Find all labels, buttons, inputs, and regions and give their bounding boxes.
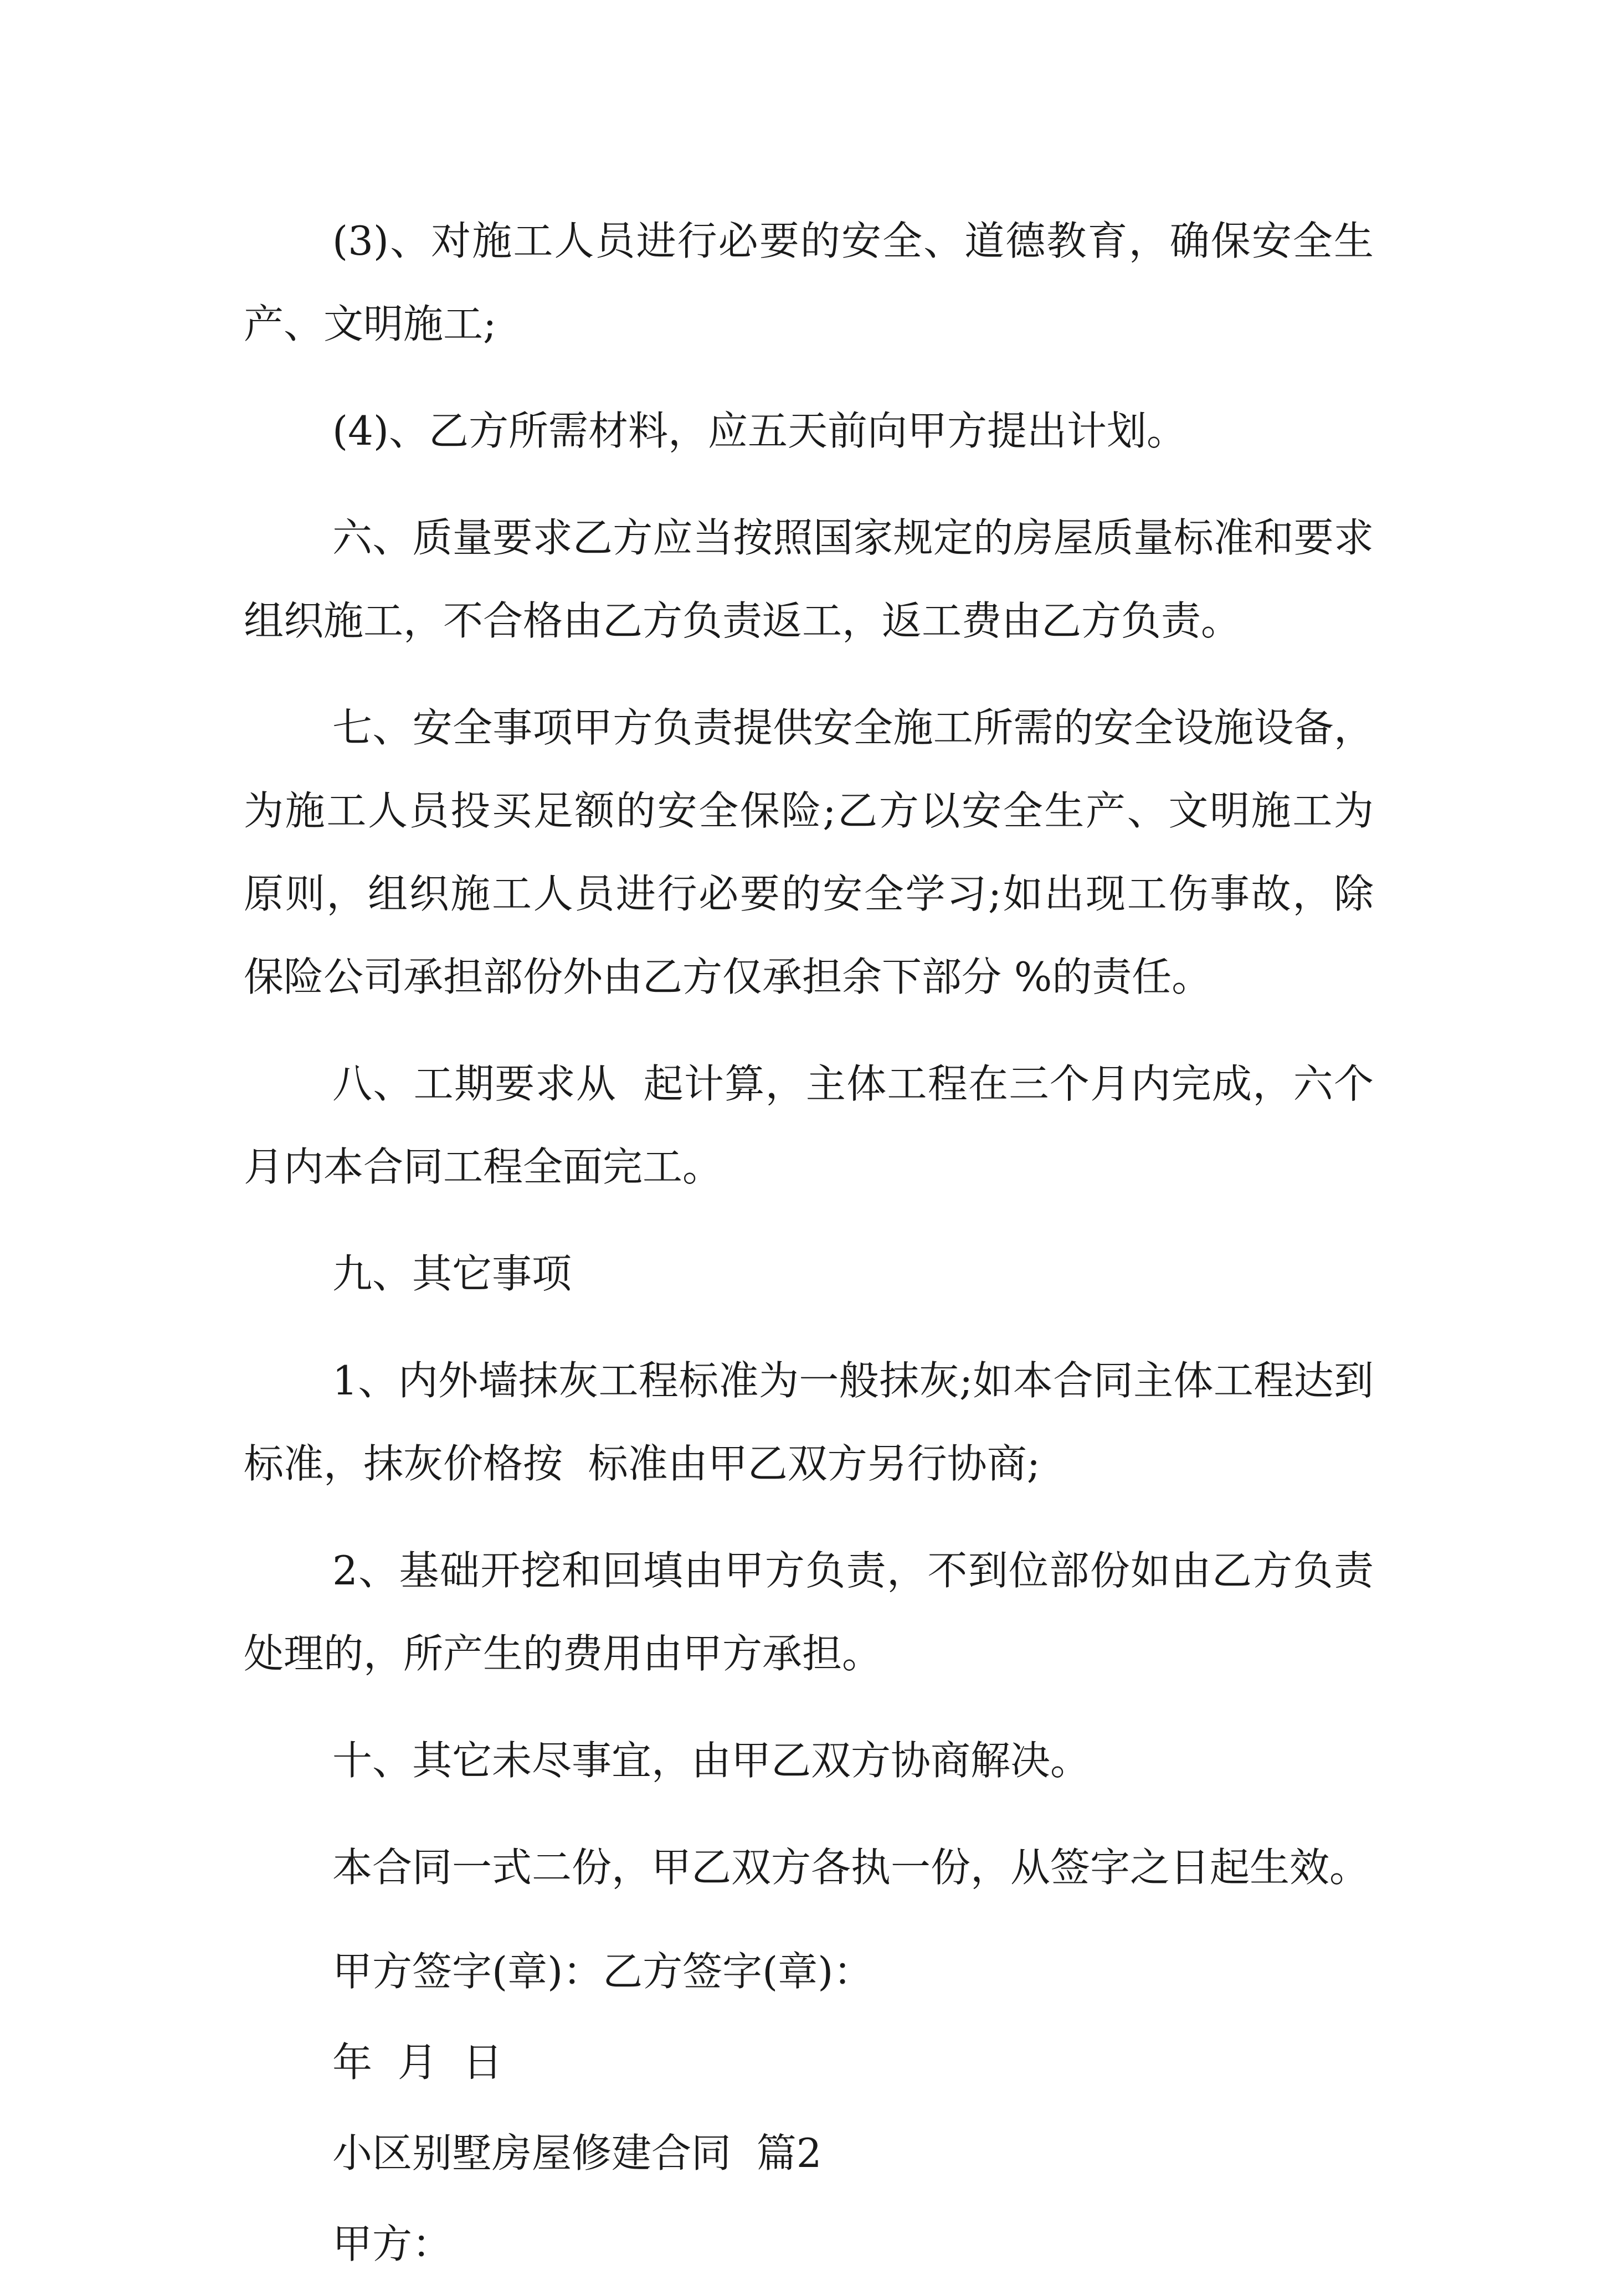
clause-paragraph: 2、基础开挖和回填由甲方负责，不到位部份如由乙方负责处理的，所产生的费用由甲方承担。: [244, 1547, 1374, 1677]
clause-safety: 七、安全事项甲方负责提供安全施工所需的安全设施设备，为施工人员投买足额的安全保险;乙方以安全生产、文明施工为原则，组织施工人员进行必要的安全学习;如出现工伤事故，除保险公司承担部份外由乙方仅承担余下部分 %的责任。: [244, 704, 1374, 1000]
copies-statement: 本合同一式二份，甲乙双方各执一份，从签字之日起生效。: [332, 1844, 1370, 1891]
date-line: 年 月 日: [332, 2039, 503, 2086]
clause-other-heading: 九、其它事项: [332, 1250, 572, 1297]
clause-paragraph: 1、内外墙抹灰工程标准为一般抹灰;如本合同主体工程达到 标准，抹灰价格按 标准由甲乙双方另行协商;: [244, 1357, 1399, 1487]
signature-line: 甲方签字(章)：乙方签字(章)：: [332, 1948, 874, 1995]
clause-schedule: 八、工期要求从 起计算，主体工程在三个月内完成，六个月内本合同工程全面完工。: [244, 1061, 1374, 1190]
clause-quality: 六、质量要求乙方应当按照国家规定的房屋质量标准和要求组织施工，不合格由乙方负责返工，返工费由乙方负责。: [244, 514, 1374, 644]
document-page: [244, 199, 1399, 2296]
clause-misc: 十、其它未尽事宜，由甲乙双方协商解决。: [332, 1737, 1091, 1784]
section-title: 小区别墅房屋修建合同 篇2: [332, 2130, 822, 2176]
party-a-label: 甲方：: [332, 2221, 453, 2267]
clause-paragraph: (4)、乙方所需材料，应五天前向甲方提出计划。: [332, 408, 1186, 454]
clause-paragraph: (3)、对施工人员进行必要的安全、道德教育，确保安全生产、文明施工;: [244, 218, 1374, 347]
